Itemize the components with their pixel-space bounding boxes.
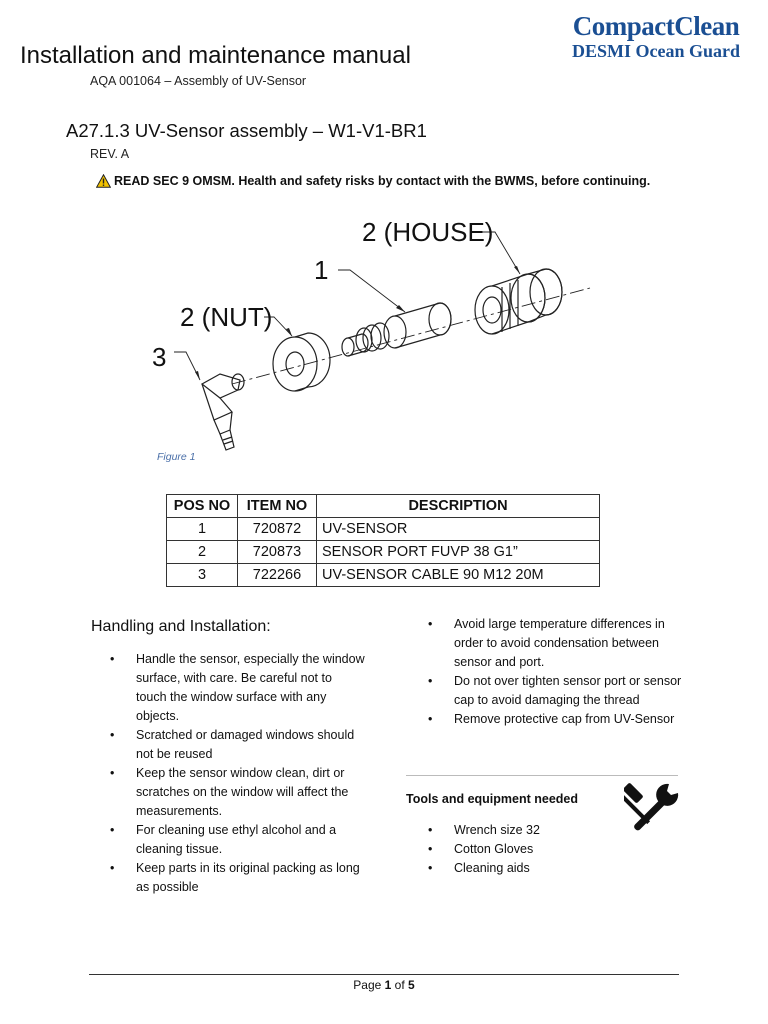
- safety-warning: [96, 174, 650, 188]
- list-item: • Keep parts in its original packing as long as possible: [110, 859, 365, 897]
- cell-pos-no: 3: [167, 564, 238, 587]
- list-item: • Cleaning aids: [428, 859, 628, 878]
- document-reference: AQA 001064 – Assembly of UV-Sensor: [90, 74, 307, 88]
- exploded-assembly-figure: [140, 212, 600, 452]
- manual-title: Installation and maintenance manual: [20, 42, 411, 69]
- handling-list: [110, 650, 365, 897]
- page-current: 1: [384, 978, 392, 992]
- tools-divider: [406, 775, 678, 776]
- cell-pos-no: 1: [167, 518, 238, 541]
- list-item: • Avoid large temperature differences in order to avoid condensation between sensor and port.: [428, 615, 683, 672]
- cell-description: UV-SENSOR: [317, 518, 600, 541]
- figure-caption: Figure 1: [157, 451, 196, 463]
- list-item: • Cotton Gloves: [428, 840, 628, 859]
- cell-item-no: 720872: [238, 518, 317, 541]
- warning-text: READ SEC 9 OMSM. Health and safety risks by contact with the BWMS, before continuing.: [114, 174, 651, 188]
- list-item: • Handle the sensor, especially the window surface, with care. Be careful not to touch the window surface with any objects.: [110, 650, 365, 726]
- revision-label: REV. A: [90, 147, 130, 161]
- callout-nut: 2 (NUT): [180, 302, 273, 332]
- callout-sensor: 1: [314, 255, 329, 285]
- wrench-screwdriver-icon: [624, 780, 682, 838]
- tools-list: [428, 821, 628, 878]
- callout-house: 2 (HOUSE): [362, 217, 494, 247]
- warning-icon: [96, 174, 111, 188]
- sensor-nut-part: [273, 333, 330, 391]
- page-total: 5: [408, 978, 415, 992]
- cell-item-no: 720873: [238, 541, 317, 564]
- list-item: • Remove protective cap from UV-Sensor: [428, 710, 683, 729]
- list-item: • Do not over tighten sensor port or sensor cap to avoid damaging the thread: [428, 672, 683, 710]
- section-heading: A27.1.3 UV-Sensor assembly – W1-V1-BR1: [66, 120, 427, 141]
- handling-heading: Handling and Installation:: [91, 618, 271, 635]
- table-row: [167, 564, 600, 587]
- page-prefix: Page: [353, 978, 382, 992]
- list-item: • Wrench size 32: [428, 821, 628, 840]
- list-item: • Scratched or damaged windows should not be reused: [110, 726, 365, 764]
- sensor-port-house-part: [475, 269, 562, 334]
- table-row: [167, 518, 600, 541]
- list-item: • For cleaning use ethyl alcohol and a cleaning tissue.: [110, 821, 365, 859]
- tools-heading: Tools and equipment needed: [406, 792, 579, 806]
- page-number: [0, 978, 768, 992]
- header-pos-no: POS NO: [167, 495, 238, 518]
- uv-sensor-cable-part: [202, 374, 244, 450]
- handling-list-continued: [428, 615, 683, 729]
- cell-item-no: 722266: [238, 564, 317, 587]
- footer-divider: [89, 974, 679, 975]
- header-item-no: ITEM NO: [238, 495, 317, 518]
- parts-table-header-row: [167, 495, 600, 518]
- logo-compactclean: CompactClean: [572, 11, 740, 41]
- header-description: DESCRIPTION: [317, 495, 600, 518]
- cell-pos-no: 2: [167, 541, 238, 564]
- callout-cable: 3: [152, 342, 167, 372]
- table-row: [167, 541, 600, 564]
- cell-description: SENSOR PORT FUVP 38 G1”: [317, 541, 600, 564]
- list-item: • Keep the sensor window clean, dirt or scratches on the window will affect the measurements.: [110, 764, 365, 821]
- page-of: of: [394, 978, 405, 992]
- logo-desmi-ocean-guard: DESMI Ocean Guard: [571, 41, 740, 61]
- parts-table: [166, 494, 600, 587]
- cell-description: UV-SENSOR CABLE 90 M12 20M: [317, 564, 600, 587]
- company-logo: [572, 12, 740, 62]
